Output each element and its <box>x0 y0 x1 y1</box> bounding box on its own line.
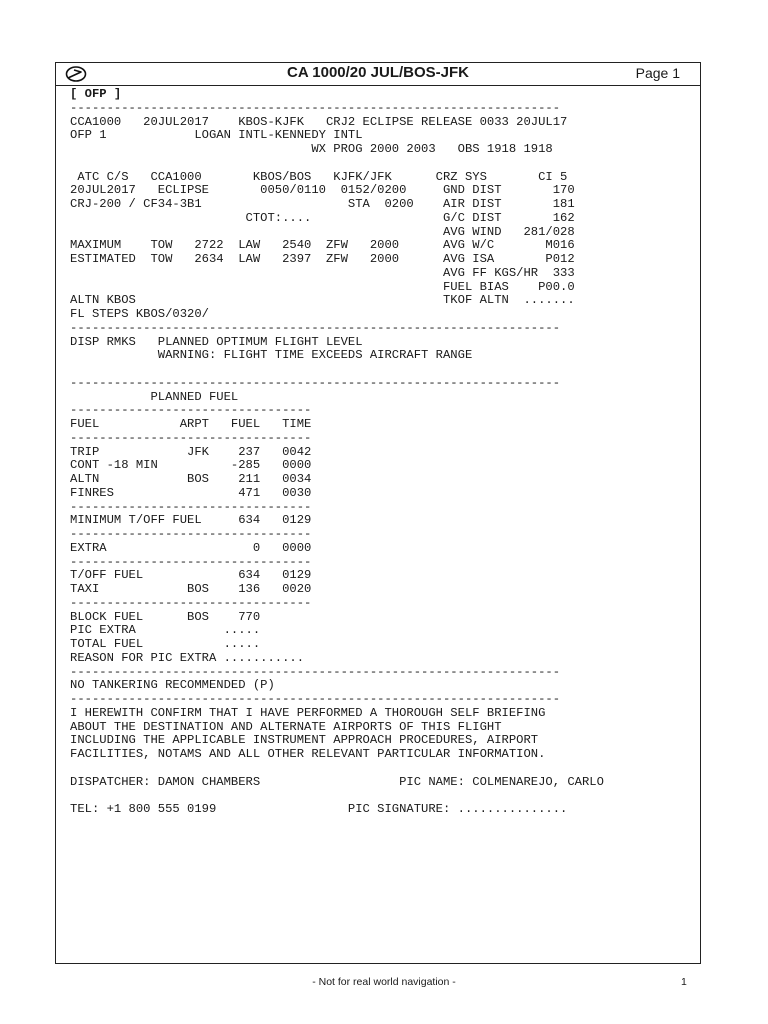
page-header <box>56 63 700 86</box>
ofp-line: ATC C/S CCA1000 KBOS/BOS KJFK/JFK CRZ SYS CI 5 <box>70 169 568 184</box>
ofp-line: OFP 1 LOGAN INTL-KENNEDY INTL <box>70 128 363 143</box>
ofp-line: DISPATCHER: DAMON CHAMBERS PIC NAME: COLMENAREJO, CARLO <box>70 774 604 789</box>
ofp-line: INCLUDING THE APPLICABLE INSTRUMENT APPROACH PROCEDURES, AIRPORT <box>70 733 539 748</box>
ofp-line: T/OFF FUEL 634 0129 <box>70 568 312 583</box>
ofp-line <box>70 363 690 377</box>
ofp-line: PLANNED FUEL <box>70 389 239 404</box>
page-title: CA 1000/20 JUL/BOS-JFK <box>286 64 469 81</box>
ofp-line: --------------------------------- <box>70 499 312 514</box>
ofp-line: FINRES 471 0030 <box>70 485 312 500</box>
ofp-line: ------------------------------------------------------------------- <box>70 692 561 706</box>
ofp-line: ------------------------------------------------------------------- <box>70 320 561 335</box>
ofp-line: FUEL ARPT FUEL TIME <box>70 417 312 431</box>
page-label: Page 1 <box>635 65 680 81</box>
ofp-line: ABOUT THE DESTINATION AND ALTERNATE AIRPORTS OF THIS FLIGHT <box>70 719 502 734</box>
ofp-line: TRIP JFK 237 0042 <box>70 444 312 459</box>
ofp-line: CONT -18 MIN -285 0000 <box>70 458 312 473</box>
ofp-line: --------------------------------- <box>70 527 312 541</box>
ofp-line: AVG WIND 281/028 <box>70 224 575 239</box>
ofp-line: FL STEPS KBOS/0320/ <box>70 307 209 321</box>
ofp-line: PIC EXTRA ..... <box>70 623 261 638</box>
ofp-line: ------------------------------------------------------------------- <box>70 375 561 390</box>
ofp-line: ALTN BOS 211 0034 <box>70 472 312 486</box>
ofp-line: ------------------------------------------------------------------- <box>70 100 561 115</box>
ofp-line: WX PROG 2000 2003 OBS 1918 1918 <box>70 142 553 156</box>
ofp-line: --------------------------------- <box>70 430 312 445</box>
ofp-line: FACILITIES, NOTAMS AND ALL OTHER RELEVANT PARTICULAR INFORMATION. <box>70 747 546 761</box>
ofp-line: CTOT:.... G/C DIST 162 <box>70 210 575 225</box>
disclaimer-note: - Not for real world navigation - <box>312 976 456 988</box>
ofp-line: MINIMUM T/OFF FUEL 634 0129 <box>70 513 312 528</box>
page-number: 1 <box>681 976 687 988</box>
ofp-line: NO TANKERING RECOMMENDED (P) <box>70 678 275 693</box>
ofp-line: BLOCK FUEL BOS 770 <box>70 609 261 624</box>
ofp-text-body <box>70 88 690 817</box>
ofp-line: REASON FOR PIC EXTRA ........... <box>70 650 305 665</box>
ofp-line: WARNING: FLIGHT TIME EXCEEDS AIRCRAFT RANGE <box>70 348 473 363</box>
ofp-page-frame <box>55 62 701 964</box>
ofp-line: MAXIMUM TOW 2722 LAW 2540 ZFW 2000 AVG W/C M016 <box>70 238 575 253</box>
ofp-line: CRJ-200 / CF34-3B1 STA 0200 AIR DIST 181 <box>70 197 575 211</box>
ofp-line: AVG FF KGS/HR 333 <box>70 265 575 280</box>
ofp-line: --------------------------------- <box>70 595 312 610</box>
ofp-line: TAXI BOS 136 0020 <box>70 582 312 596</box>
ofp-line: TOTAL FUEL ..... <box>70 637 261 651</box>
ofp-line: ------------------------------------------------------------------- <box>70 664 561 679</box>
ofp-line: DISP RMKS PLANNED OPTIMUM FLIGHT LEVEL <box>70 334 363 349</box>
ofp-line <box>70 762 690 776</box>
ofp-line: 20JUL2017 ECLIPSE 0050/0110 0152/0200 GND DIST 170 <box>70 183 575 198</box>
ofp-line: FUEL BIAS P00.0 <box>70 279 575 294</box>
ofp-line: EXTRA 0 0000 <box>70 540 312 555</box>
ofp-line: ALTN KBOS TKOF ALTN ....... <box>70 293 575 308</box>
ofp-line: I HEREWITH CONFIRM THAT I HAVE PERFORMED A THOROUGH SELF BRIEFING <box>70 705 546 720</box>
ofp-line: ESTIMATED TOW 2634 LAW 2397 ZFW 2000 AVG ISA P012 <box>70 252 575 266</box>
ofp-line: CCA1000 20JUL2017 KBOS-KJFK CRJ2 ECLIPSE RELEASE 0033 20JUL17 <box>70 114 568 129</box>
ofp-line <box>70 157 690 171</box>
ofp-section-label: [ OFP ] <box>70 87 122 101</box>
ofp-line <box>70 789 690 803</box>
ofp-line: TEL: +1 800 555 0199 PIC SIGNATURE: ............... <box>70 802 568 816</box>
ofp-line: --------------------------------- <box>70 554 312 569</box>
ofp-line: --------------------------------- <box>70 403 312 418</box>
